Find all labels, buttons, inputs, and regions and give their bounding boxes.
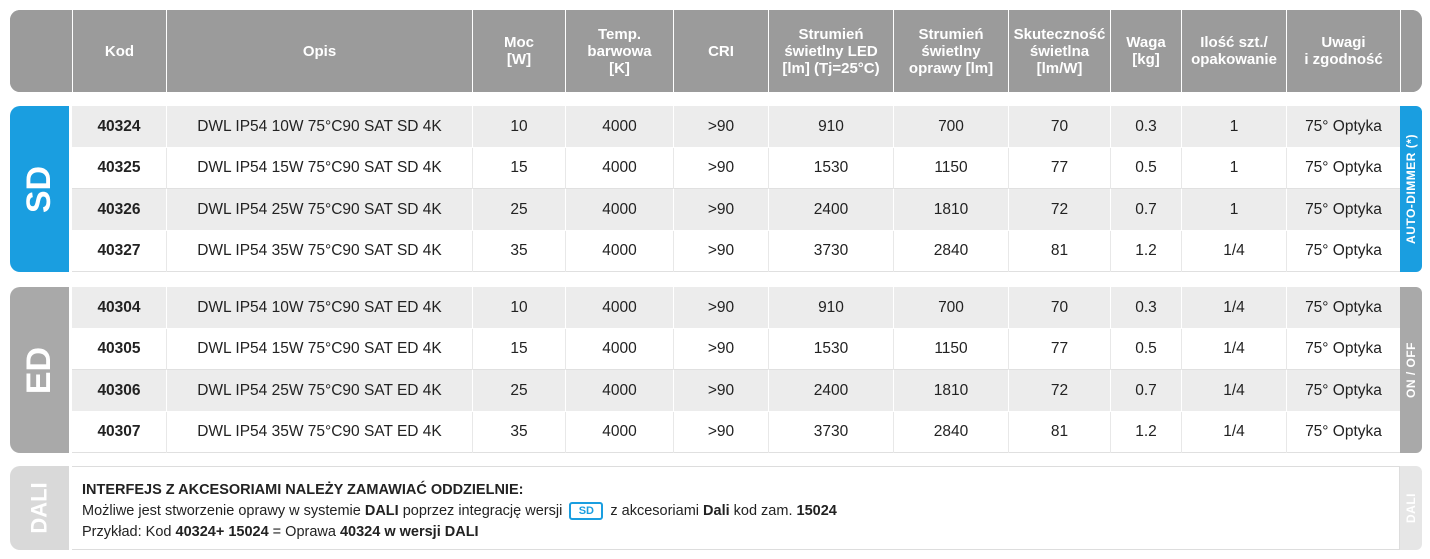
table-cell: 0.3 (1110, 106, 1181, 147)
table-cell: >90 (673, 412, 768, 453)
dali-text: z akcesoriami (606, 503, 704, 519)
table-cell: 700 (893, 287, 1008, 328)
table-cell: >90 (673, 370, 768, 411)
dali-note (82, 480, 837, 543)
sd-group-label: SD (19, 165, 58, 213)
table-row (72, 412, 1400, 453)
table-cell: 1810 (893, 189, 1008, 230)
sd-mode-label: AUTO-DIMMER (*) (1404, 134, 1418, 244)
table-cell: DWL IP54 25W 75°C90 SAT ED 4K (166, 370, 472, 411)
table-cell: 75° Optyka (1286, 106, 1400, 147)
product-code: 40326 (97, 200, 141, 218)
table-cell: DWL IP54 35W 75°C90 SAT ED 4K (166, 412, 472, 453)
table-cell: 1/4 (1181, 370, 1286, 411)
table-cell: 0.3 (1110, 287, 1181, 328)
table-cell: 0.7 (1110, 189, 1181, 230)
header-cell: Strumień świetlny LED [lm] (Tj=25°C) (768, 10, 893, 92)
ed-mode-tab (1400, 287, 1422, 453)
table-cell: 1 (1181, 148, 1286, 189)
table-cell: 1150 (893, 148, 1008, 189)
table-cell: 10 (472, 106, 565, 147)
table-cell: 75° Optyka (1286, 287, 1400, 328)
table-row (72, 287, 1400, 328)
header-cell: Opis (166, 10, 472, 92)
table-cell: 3730 (768, 412, 893, 453)
dali-text: Dali (703, 503, 730, 519)
table-cell: 15 (472, 148, 565, 189)
table-cell: 77 (1008, 329, 1110, 370)
header-cell: Waga [kg] (1110, 10, 1181, 92)
product-code: 40305 (97, 340, 141, 357)
table-cell: 1/4 (1181, 287, 1286, 328)
table-cell: DWL IP54 10W 75°C90 SAT ED 4K (166, 287, 472, 328)
header-cell: CRI (673, 10, 768, 92)
header-cell (10, 10, 72, 92)
table-cell: 910 (768, 106, 893, 147)
table-cell: 1530 (768, 148, 893, 189)
dali-note-line-3 (82, 522, 837, 543)
table-cell: 70 (1008, 287, 1110, 328)
header-cell: Moc [W] (472, 10, 565, 92)
product-code: 40325 (97, 159, 141, 176)
header-cell: Uwagi i zgodność (1286, 10, 1400, 92)
table-cell: 3730 (768, 231, 893, 272)
dali-group-label: DALI (26, 482, 52, 534)
header-cell: Strumień świetlny oprawy [lm] (893, 10, 1008, 92)
product-code: 40324 (97, 117, 141, 135)
header-cell: Temp. barwowa [K] (565, 10, 673, 92)
table-cell: 0.7 (1110, 370, 1181, 411)
table-cell: 72 (1008, 370, 1110, 411)
table-cell: 1.2 (1110, 412, 1181, 453)
table-cell: 1/4 (1181, 231, 1286, 272)
dali-mode-tab (1400, 466, 1422, 550)
dali-group-tab (10, 466, 69, 550)
table-cell: 81 (1008, 412, 1110, 453)
table-cell: >90 (673, 148, 768, 189)
dali-note-line-2 (82, 501, 837, 522)
dali-text: poprzez integrację wersji (398, 503, 567, 519)
table-cell: DWL IP54 25W 75°C90 SAT SD 4K (166, 189, 472, 230)
dali-note-heading: INTERFEJS Z AKCESORIAMI NALEŻY ZAMAWIAĆ ODDZIELNIE: (82, 482, 524, 498)
sd-badge: SD (569, 502, 603, 520)
table-cell: 4000 (565, 412, 673, 453)
table-cell: 75° Optyka (1286, 370, 1400, 411)
table-cell: DWL IP54 10W 75°C90 SAT SD 4K (166, 106, 472, 147)
product-code: 40307 (97, 423, 141, 440)
table-cell: 75° Optyka (1286, 231, 1400, 272)
table-cell: 75° Optyka (1286, 148, 1400, 189)
dali-text: kod zam. (729, 503, 797, 519)
table-cell: 10 (472, 287, 565, 328)
table-cell: 35 (472, 231, 565, 272)
dali-text: 15024 (796, 503, 837, 519)
dali-mode-label: DALI (1404, 493, 1418, 523)
table-cell: 4000 (565, 329, 673, 370)
table-cell: >90 (673, 231, 768, 272)
table-cell: 0.5 (1110, 329, 1181, 370)
table-cell: DWL IP54 15W 75°C90 SAT SD 4K (166, 148, 472, 189)
table-cell: 4000 (565, 370, 673, 411)
table-cell: 910 (768, 287, 893, 328)
sd-mode-tab (1400, 106, 1422, 272)
table-cell: 1/4 (1181, 412, 1286, 453)
table-cell: >90 (673, 106, 768, 147)
table-cell: >90 (673, 189, 768, 230)
ed-group-label: ED (19, 346, 58, 394)
table-cell: 4000 (565, 189, 673, 230)
dali-text: Przykład: Kod (82, 524, 176, 540)
table-cell: 4000 (565, 106, 673, 147)
table-cell: 4000 (565, 148, 673, 189)
header-cell: Skuteczność świetlna [lm/W] (1008, 10, 1110, 92)
header-cell: Ilość szt./ opakowanie (1181, 10, 1286, 92)
dali-text: = Oprawa (268, 524, 340, 540)
ed-mode-label: ON / OFF (1404, 342, 1418, 398)
header-cell: Kod (72, 10, 166, 92)
ed-group-tab (10, 287, 69, 453)
table-cell: 35 (472, 412, 565, 453)
table-cell: 1150 (893, 329, 1008, 370)
table-cell: 1/4 (1181, 329, 1286, 370)
table-row (72, 329, 1400, 370)
table-cell: 1810 (893, 370, 1008, 411)
table-row (72, 231, 1400, 272)
table-cell: DWL IP54 15W 75°C90 SAT ED 4K (166, 329, 472, 370)
table-cell: 70 (1008, 106, 1110, 147)
dali-text: 40324 w wersji DALI (339, 524, 479, 540)
product-code: 40304 (97, 298, 141, 316)
table-cell: DWL IP54 35W 75°C90 SAT SD 4K (166, 231, 472, 272)
table-cell: 1530 (768, 329, 893, 370)
table-row (72, 370, 1400, 411)
table-row (72, 148, 1400, 189)
header-cell (1400, 10, 1422, 92)
table-cell: 4000 (565, 287, 673, 328)
table-cell: 2400 (768, 189, 893, 230)
table-cell: 75° Optyka (1286, 329, 1400, 370)
table-cell: 2400 (768, 370, 893, 411)
table-cell: 15 (472, 329, 565, 370)
table-cell: 0.5 (1110, 148, 1181, 189)
table-cell: 75° Optyka (1286, 189, 1400, 230)
table-cell: 81 (1008, 231, 1110, 272)
table-cell: 700 (893, 106, 1008, 147)
table-cell: 1 (1181, 106, 1286, 147)
dali-text: DALI (364, 503, 399, 519)
product-code: 40327 (97, 242, 141, 259)
table-row (72, 189, 1400, 230)
table-cell: 2840 (893, 231, 1008, 272)
table-cell: >90 (673, 329, 768, 370)
table-cell: 25 (472, 189, 565, 230)
table-row (72, 106, 1400, 147)
table-cell: 77 (1008, 148, 1110, 189)
table-cell: 4000 (565, 231, 673, 272)
table-cell: >90 (673, 287, 768, 328)
table-cell: 1 (1181, 189, 1286, 230)
table-cell: 1.2 (1110, 231, 1181, 272)
table-cell: 72 (1008, 189, 1110, 230)
dali-text: 40324+ 15024 (175, 524, 269, 540)
table-cell: 2840 (893, 412, 1008, 453)
dali-text: Możliwe jest stworzenie oprawy w systemie (82, 503, 365, 519)
table-cell: 25 (472, 370, 565, 411)
table-cell: 75° Optyka (1286, 412, 1400, 453)
sd-group-tab (10, 106, 69, 272)
product-code: 40306 (97, 381, 141, 399)
